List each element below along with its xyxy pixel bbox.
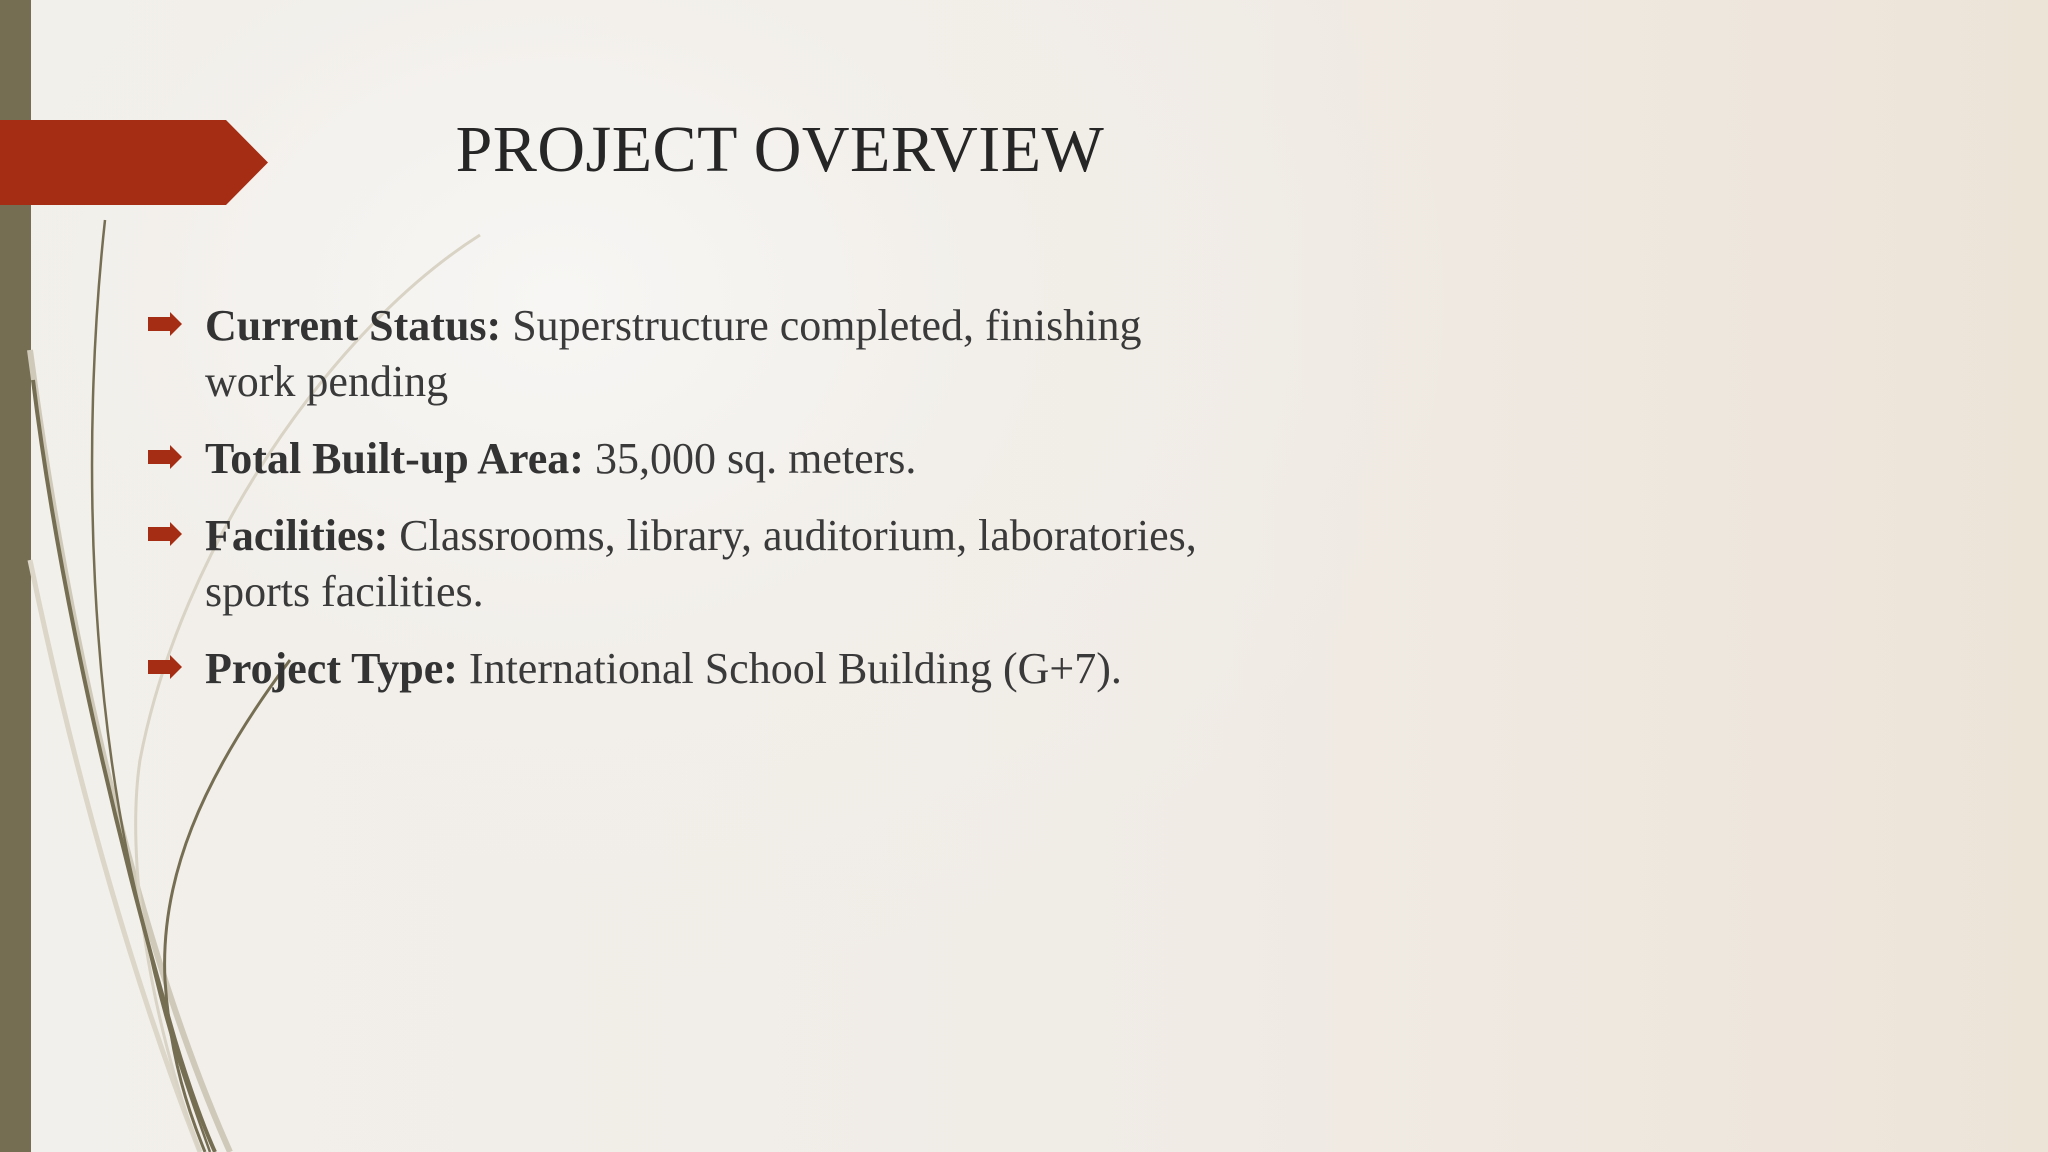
- bullet-text: 35,000 sq. meters.: [583, 434, 917, 483]
- bullet-text: Superstructure completed, finishing work pending: [205, 301, 1142, 406]
- arrow-right-icon: [148, 522, 184, 546]
- bullet-current-status: [148, 298, 1238, 410]
- bullet-label: Project Type:: [205, 644, 458, 693]
- bullet-label: Current Status:: [205, 301, 502, 350]
- bullet-text: International School Building (G+7).: [457, 644, 1122, 693]
- bullet-total-area: [148, 431, 1238, 487]
- bullet-label: Total Built-up Area:: [205, 434, 584, 483]
- bullet-list: [148, 298, 1238, 718]
- arrow-right-icon: [148, 312, 184, 336]
- bullet-project-type: [148, 641, 1238, 697]
- bullet-label: Facilities:: [205, 511, 389, 560]
- slide-title: PROJECT OVERVIEW: [455, 113, 1105, 186]
- arrow-right-icon: [148, 655, 184, 679]
- title-accent-tab: [0, 120, 268, 205]
- bullet-facilities: [148, 508, 1238, 620]
- bullet-text: Classrooms, library, auditorium, laboratories, sports facilities.: [205, 511, 1197, 616]
- arrow-right-icon: [148, 445, 184, 469]
